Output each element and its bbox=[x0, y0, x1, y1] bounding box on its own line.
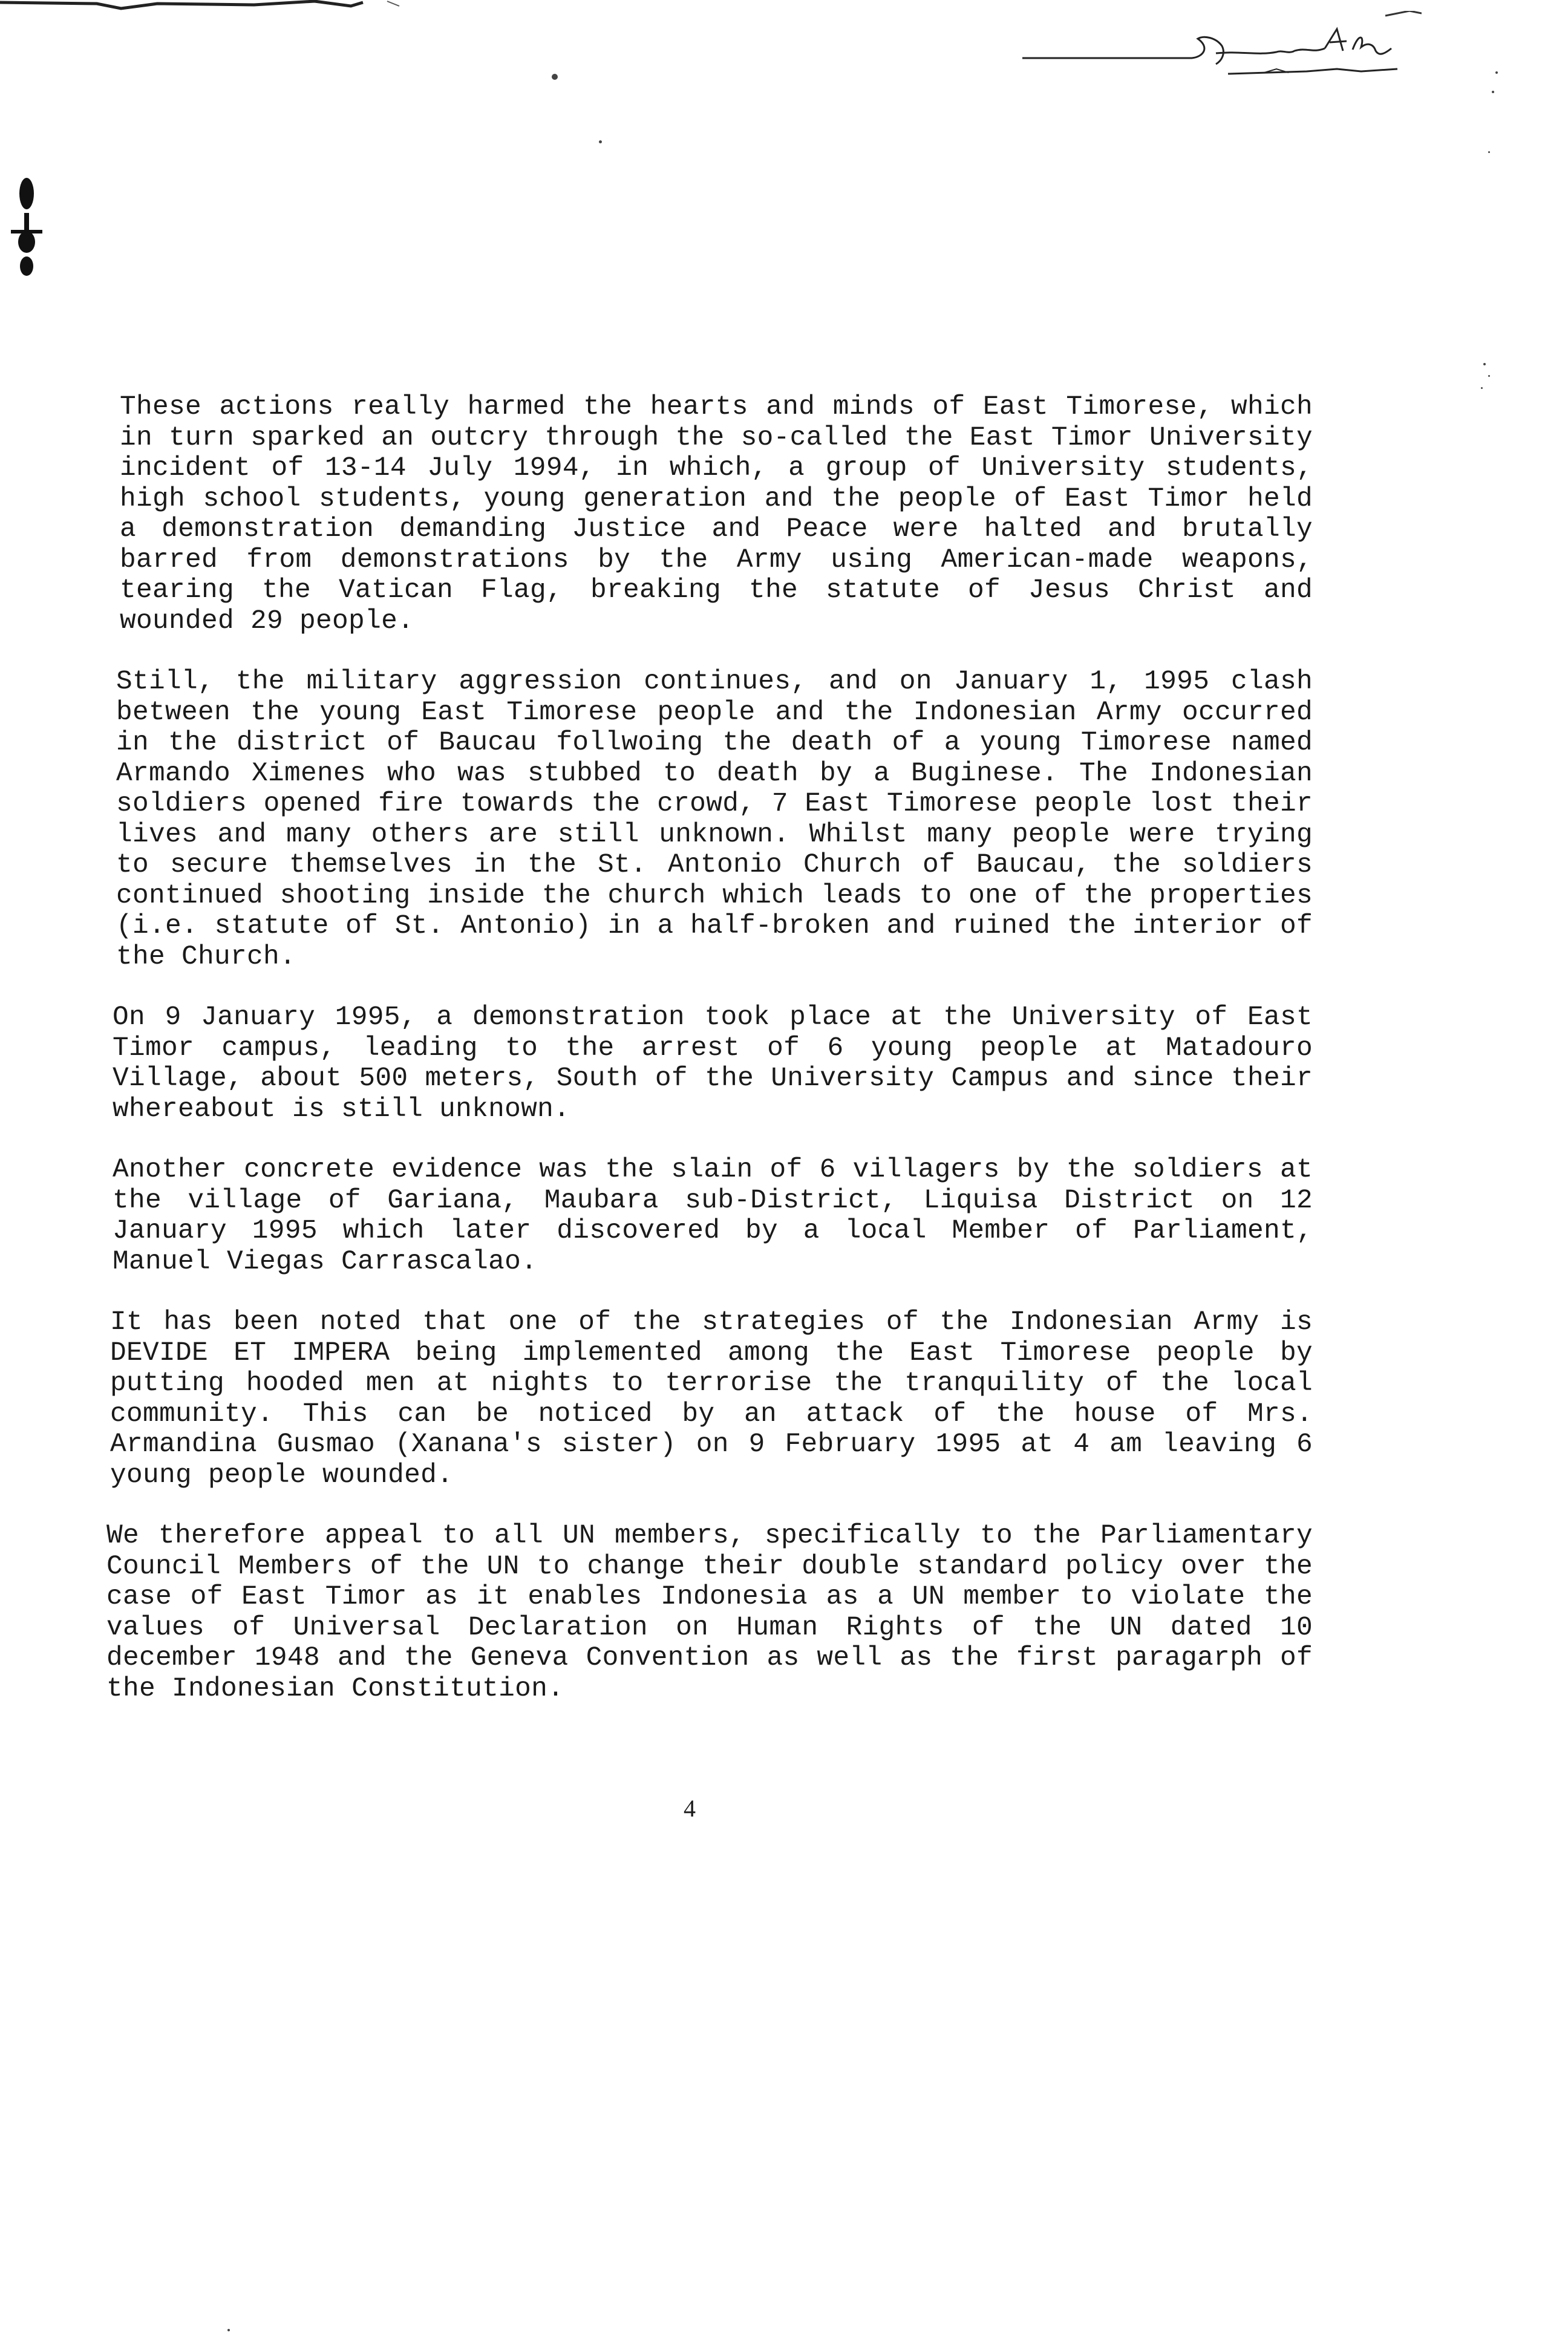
scan-speck bbox=[1488, 375, 1490, 377]
scan-speck bbox=[1488, 151, 1490, 153]
binder-punch-mark bbox=[8, 175, 45, 296]
paragraph: On 9 January 1995, a demonstration took place at the University of East Timor campus, leading to the arrest of 6 young people at Matadouro Village, about 500 meters, South of the University Campus and since their whereabout is still unknown. bbox=[113, 1002, 1313, 1125]
scan-speck bbox=[1492, 91, 1494, 93]
scan-speck bbox=[1483, 363, 1486, 365]
paragraph: We therefore appeal to all UN members, specifically to the Parliamentary Council Members of the UN to change their double standard policy over the case of East Timor as it enables Indonesia as a UN member to violate the values of Universal Declaration on Human Rights of the UN dated 10 december 1948 and the Geneva Convention as well as the first paragarph of the Indonesian Constitution. bbox=[106, 1521, 1313, 1704]
scan-speck bbox=[227, 2329, 230, 2331]
paragraph: It has been noted that one of the strategies of the Indonesian Army is DEVIDE ET IMPERA being implemented among the East Timorese people by putting hooded men at nights to terrorise the tranquility of the local community. This can be noticed by an attack of the house of Mrs. Armandina Gusmao (Xanana's sister) on 9 February 1995 at 4 am leaving 6 young people wounded. bbox=[110, 1307, 1313, 1490]
scan-speck bbox=[1495, 71, 1498, 74]
paragraph: These actions really harmed the hearts and minds of East Timorese, which in turn sparked an outcry through the so-called the East Timor University incident of 13-14 July 1994, in which, a group of University students, high school students, young generation and the people of East Timor held a demonstration demanding Justice and Peace were halted and brutally barred from demonstrations by the Army using American-made weapons, tearing the Vatican Flag, breaking the statute of Jesus Christ and wounded 29 people. bbox=[120, 392, 1313, 636]
scan-speck bbox=[1481, 387, 1483, 389]
page-number: 4 bbox=[684, 1795, 696, 1822]
paragraph: Another concrete evidence was the slain of 6 villagers by the soldiers at the village of Gariana, Maubara sub-District, Liquisa District on 12 January 1995 which later discovered by a local Member of Parliament, Manuel Viegas Carrascalao. bbox=[113, 1155, 1313, 1277]
scan-edge-artifact bbox=[0, 0, 423, 11]
scan-speck bbox=[599, 140, 602, 143]
paragraph: Still, the military aggression continues, and on January 1, 1995 clash between the young East Timorese people and the Indonesian Army occurred in the district of Baucau follwoing the death of a young Timorese named Armando Ximenes who was stubbed to death by a Buginese. The Indonesian soldiers opened fire towards the crowd, 7 East Timorese people lost their lives and many others are still unknown. Whilst many people were trying to secure themselves in the St. Antonio Church of Baucau, the soldiers continued shooting inside the church which leads to one of the properties (i.e. statute of St. Antonio) in a half-broken and ruined the interior of the Church. bbox=[116, 667, 1313, 972]
document-body bbox=[103, 392, 1313, 1734]
handwritten-signature bbox=[1022, 11, 1422, 83]
scan-speck bbox=[552, 74, 558, 80]
